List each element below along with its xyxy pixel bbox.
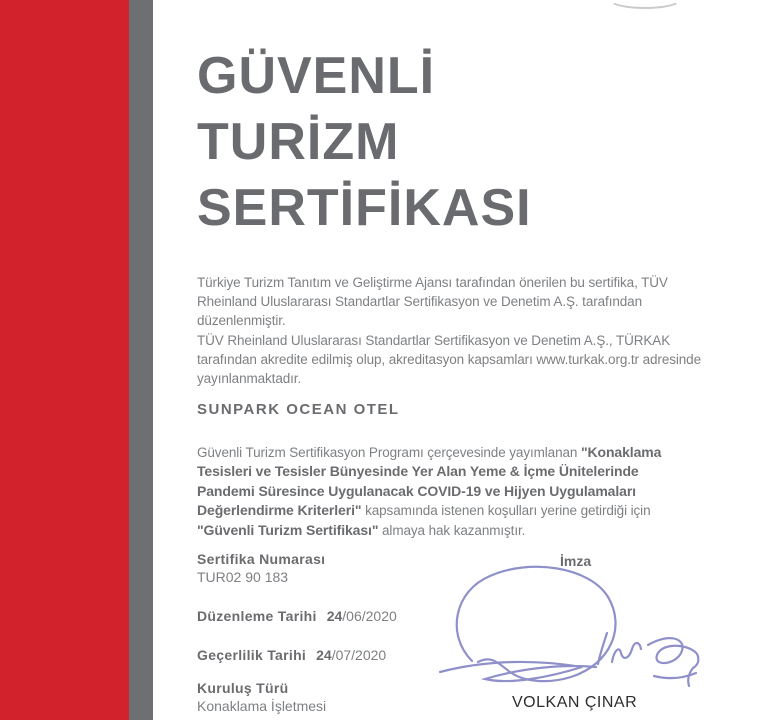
program-paragraph (197, 443, 675, 541)
program-text-regular-1: Güvenli Turizm Sertifikasyon Programı çerçevesinde yayımlanan (197, 444, 581, 460)
validity-date-field (197, 647, 386, 664)
program-text-bold-1: "Konaklama Tesisleri ve Tesisler Bünyesinde Yer Alan Yeme & İçme Ünitelerinde Pandemi Süresince Uygulanacak COVID-19 ve Hijyen Uygulamaları Değerlendirme Kriterleri" (197, 443, 662, 518)
signature-ink-icon (430, 563, 715, 700)
signature-label: İmza (560, 553, 592, 569)
signer-name: VOLKAN ÇINAR (512, 694, 638, 711)
cropped-logo-arc-icon (608, 0, 682, 9)
signature-drawing (430, 563, 715, 700)
certificate-number-field (197, 551, 325, 586)
title-line-2: TURİZM (197, 113, 400, 171)
program-text-regular-3: almaya hak kazanmıştır. (378, 522, 526, 538)
issue-date-value: 24/06/2020 (326, 608, 397, 624)
facility-name: SUNPARK OCEAN OTEL (197, 401, 400, 418)
issue-date-label: Düzenleme Tarihi (197, 608, 317, 624)
intro-paragraph-2: TÜV Rheinland Uluslararası Standartlar Sertifikasyon ve Denetim A.Ş., TÜRKAK tarafından akredite edilmiş olup, akreditasyon kapsamları www.turkak.org.tr adresinde yayınlanmaktadır. (197, 332, 701, 386)
validity-date-value: 24/07/2020 (316, 647, 387, 663)
red-sidebar-band (0, 0, 129, 720)
certificate-title (197, 43, 532, 241)
title-line-1: GÜVENLİ (197, 47, 436, 105)
issue-date-field (197, 608, 397, 625)
program-text-regular-2: kapsamında istenen koşulları yerine getirdiği için (361, 503, 651, 518)
validity-date-label: Geçerlilik Tarihi (197, 647, 307, 663)
organization-type-label: Kuruluş Türü (197, 680, 289, 696)
title-line-3: SERTİFİKASI (197, 179, 532, 237)
gray-divider-stripe (129, 0, 153, 720)
certificate-number-label: Sertifika Numarası (197, 551, 326, 567)
program-text-bold-2: "Güvenli Turizm Sertifikası" (197, 521, 379, 538)
intro-paragraph-1: Türkiye Turizm Tanıtım ve Geliştirme Ajansı tarafından önerilen bu sertifika, TÜV Rheinland Uluslararası Standartlar Sertifikasyon ve Denetim A.Ş. tarafından düzenlenmiştir. (197, 274, 668, 328)
organization-type-value: Konaklama İşletmesi (197, 698, 327, 714)
certificate-number-value: TUR02 90 183 (197, 569, 289, 585)
organization-type-field (197, 680, 326, 715)
